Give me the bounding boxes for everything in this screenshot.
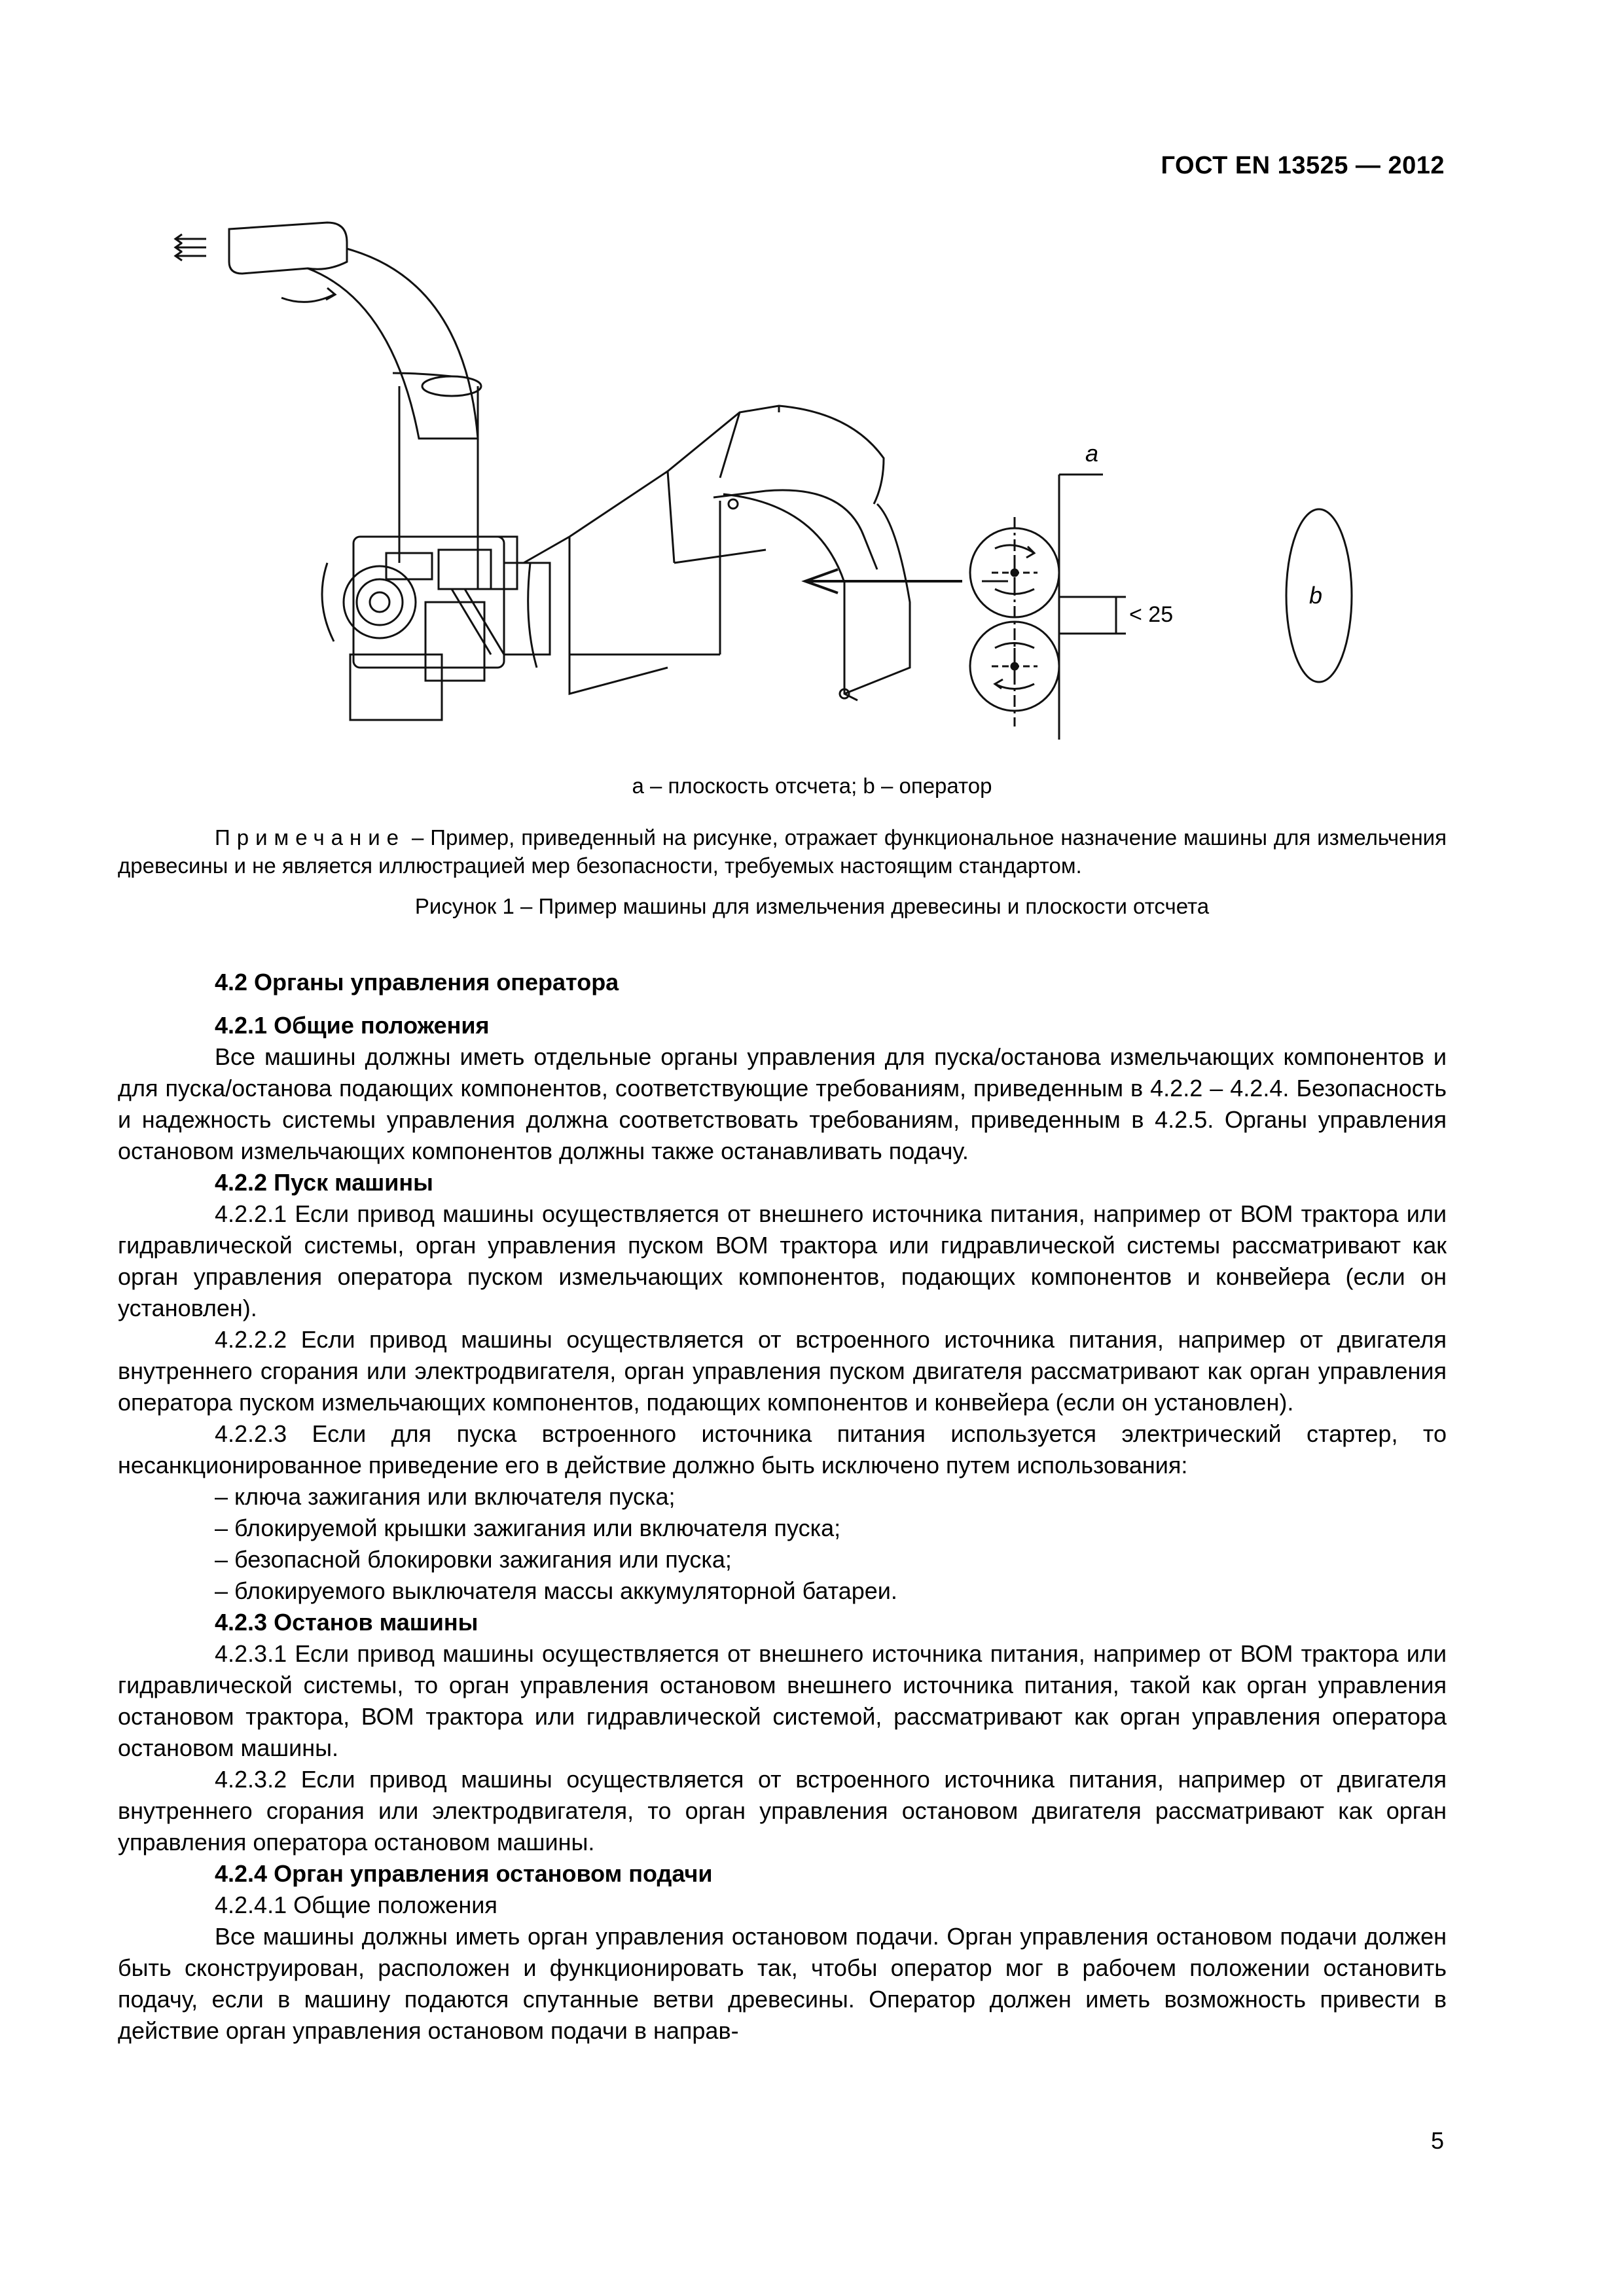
section-4-2-title: 4.2 Органы управления оператора — [215, 969, 619, 996]
discharge-chute — [308, 249, 478, 439]
section-4-2-2-title: 4.2.2 Пуск машины — [215, 1169, 433, 1196]
infeed-hopper-curve — [723, 494, 857, 700]
section-4-2-1-paragraph: Все машины должны иметь отдельные органы управления для пуска/останова измельчающих компонентов и для пуска/останова подающих компонентов, соответствующие требованиям, приведенным в 4.2.2 – 4.2.4. Безопасность и надежность системы управления должна соответствовать требованиям, приведенным в 4.2.5. Органы управления остановом измельчающих компонентов должны также останавливать подачу. — [118, 1043, 1447, 1164]
figure-label-b: b — [1309, 582, 1323, 609]
gap-dimension — [1059, 597, 1126, 634]
list-item: – безопасной блокировки зажигания или пуска; — [215, 1546, 732, 1573]
wood-chipper-figure — [111, 196, 1512, 785]
note-lead: Примечание — [215, 825, 406, 850]
discharge-arrows-icon — [175, 234, 206, 260]
deflector-hood — [229, 223, 347, 274]
list-item: – блокируемого выключателя массы аккумуляторной батареи. — [215, 1577, 897, 1604]
section-4-2-4-title: 4.2.4 Орган управления остановом подачи — [215, 1860, 713, 1887]
figure-legend: a – плоскость отсчета; b – оператор — [632, 774, 992, 798]
section-4-2-1-title: 4.2.1 Общие положения — [215, 1012, 490, 1039]
note-text: – Пример, приведенный на рисунке, отражает функциональное назначение машины для измельчения древесины и не является иллюстрацией мер безопасности, требуемых настоящим стандартом. — [118, 825, 1447, 878]
chute-swivel-icon — [422, 376, 481, 396]
section-4-2-3-title: 4.2.3 Останов машины — [215, 1609, 478, 1636]
section-4-2-4-1-title: 4.2.4.1 Общие положения — [215, 1892, 497, 1918]
section-4-2-2-1-paragraph: 4.2.2.1 Если привод машины осуществляется от внешнего источника питания, например от ВОМ трактора или гидравлической системы, орган управления пуском ВОМ трактора или гидравлической системы рассматривают как орган управления оператора пуском измельчающих компонентов, подающих компонентов и конвейера (если он установлен). — [118, 1200, 1447, 1321]
section-4-2-2-3-paragraph: 4.2.2.3 Если для пуска встроенного источника питания используется электрический стартер, то несанкционированное приведение его в действие должно быть исключено путем использования: — [118, 1420, 1447, 1479]
document-id-header: ГОСТ EN 13525 — 2012 — [1161, 152, 1445, 179]
gap-dimension-label: < 25 — [1129, 602, 1174, 627]
figure-caption: Рисунок 1 – Пример машины для измельчения древесины и плоскости отсчета — [414, 894, 1210, 918]
list-item: – ключа зажигания или включателя пуска; — [215, 1483, 676, 1510]
section-4-2-4-1-paragraph: Все машины должны иметь орган управления остановом подачи. Орган управления остановом подачи должен быть сконструирован, расположен и функционировать так, чтобы оператор мог в рабочем положении остановить подачу, если в машину подаются спутанные ветви древесины. Оператор должен иметь возможность привести в действие орган управления остановом подачи в направ- — [118, 1923, 1447, 2044]
section-4-2-2-2-paragraph: 4.2.2.2 Если привод машины осуществляется от встроенного источника питания, например от двигателя внутреннего сгорания или электродвигателя, орган управления пуском двигателя рассматривают как орган управления оператора пуском измельчающих компонентов, подающих компонентов и конвейера (если он установлен). — [118, 1326, 1447, 1416]
section-4-2-3-2-paragraph: 4.2.3.2 Если привод машины осуществляется от встроенного источника питания, например от двигателя внутреннего сгорания или электродвигателя, то орган управления остановом двигателя рассматривают как орган управления оператора остановом машины. — [118, 1766, 1447, 1856]
figure-note — [118, 823, 1447, 880]
section-4-2-3-1-paragraph: 4.2.3.1 Если привод машины осуществляется от внешнего источника питания, например от ВОМ трактора или гидравлической системы, то орган управления остановом внешнего источника питания, такой как орган управления остановом трактора, ВОМ трактора или гидравлической системой, рассматривают как орган управления оператора остановом машины. — [118, 1640, 1447, 1761]
figure-label-a: a — [1085, 440, 1099, 467]
section-body — [118, 952, 1447, 2047]
infeed-funnel — [524, 406, 884, 563]
page-number: 5 — [1430, 2127, 1444, 2154]
rotation-arrow-icon — [281, 295, 334, 302]
list-item: – блокируемой крышки зажигания или включателя пуска; — [215, 1515, 841, 1541]
